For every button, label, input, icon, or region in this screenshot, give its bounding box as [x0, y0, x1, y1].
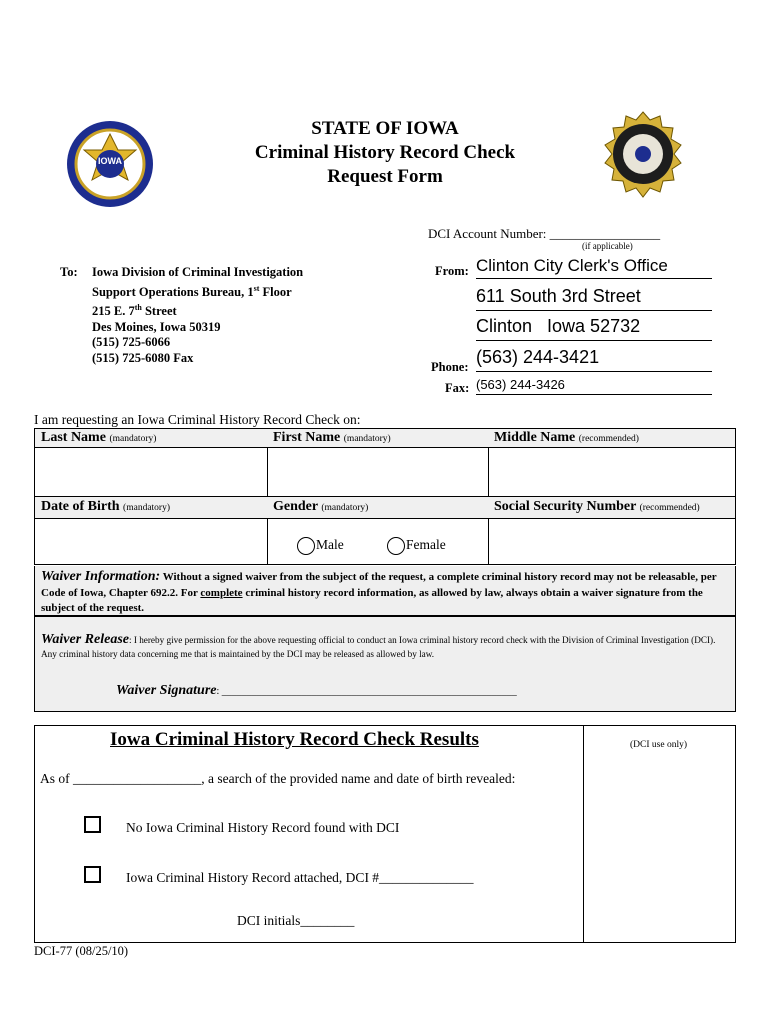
- from-line1-field[interactable]: Clinton City Clerk's Office: [476, 256, 712, 279]
- form-title-line1: Criminal History Record Check: [254, 142, 516, 163]
- first-name-field[interactable]: [268, 448, 488, 496]
- dci-use-only: (DCI use only): [630, 740, 687, 750]
- to-line1: Iowa Division of Criminal Investigation: [92, 265, 304, 279]
- waiver-release-box: Waiver Release: I hereby give permission for the above requesting official to conduct an Iowa criminal history record check with the Division of Criminal Investigation (DCI). Any criminal history data concerning me that is maintained by the DCI may be released as allowed by law.: [34, 616, 736, 712]
- gender-label: Gender (mandatory): [273, 499, 369, 514]
- to-line5: (515) 725-6066: [92, 335, 171, 350]
- from-line2-field[interactable]: 611 South 3rd Street: [476, 286, 712, 311]
- ssn-label: Social Security Number (recommended): [494, 499, 700, 514]
- male-radio[interactable]: [297, 537, 315, 555]
- dci-account-number[interactable]: DCI Account Number: _________________: [428, 226, 661, 241]
- no-record-checkbox[interactable]: [84, 816, 101, 833]
- first-name-label: First Name (mandatory): [273, 430, 391, 445]
- waiver-info-box: Waiver Information: Without a signed waiver from the subject of the request, a complete criminal history record may not be releasable, per Code of Iowa, Chapter 692.2. For complete criminal history record information, as allowed by law, always obtain a waiver signature from the subject of the request.: [34, 566, 736, 616]
- to-label: To:: [60, 265, 78, 279]
- female-radio[interactable]: [387, 537, 405, 555]
- record-attached-label: Iowa Criminal History Record attached, DCI #______________: [126, 870, 474, 885]
- phone-field[interactable]: (563) 244-3421: [476, 347, 712, 372]
- from-line3-field[interactable]: Clinton Iowa 52732: [476, 316, 712, 341]
- ssn-field[interactable]: [489, 519, 735, 565]
- to-line2: Support Operations Bureau, 1st Floor: [92, 283, 292, 299]
- no-record-label: No Iowa Criminal History Record found with DCI: [126, 820, 400, 835]
- dob-field[interactable]: [35, 519, 267, 565]
- phone-label: Phone:: [431, 360, 469, 374]
- fax-field[interactable]: (563) 244-3426: [476, 377, 712, 395]
- female-option[interactable]: Female: [387, 537, 446, 555]
- request-intro: I am requesting an Iowa Criminal History Record Check on:: [34, 412, 361, 427]
- waiver-signature[interactable]: Waiver Signature: ___________________________________________________________: [116, 683, 517, 698]
- results-as-of[interactable]: As of ___________________, a search of the provided name and date of birth revealed:: [40, 771, 516, 786]
- fax-label: Fax:: [445, 381, 470, 395]
- state-heading: STATE OF IOWA: [311, 118, 459, 139]
- to-line6: (515) 725-6080 Fax: [92, 350, 194, 365]
- waiver-release-title: Waiver Release: [41, 632, 129, 647]
- dci-initials[interactable]: DCI initials________: [237, 913, 355, 928]
- middle-name-label: Middle Name (recommended): [494, 430, 639, 445]
- to-address: [92, 265, 303, 366]
- subject-table: [34, 428, 736, 565]
- form-id: DCI-77 (08/25/10): [34, 944, 129, 958]
- form-title-line2: Request Form: [327, 166, 443, 187]
- record-attached-checkbox[interactable]: [84, 866, 101, 883]
- to-line4: Des Moines, Iowa 50319: [92, 319, 221, 334]
- middle-name-field[interactable]: [489, 448, 735, 496]
- account-note: (if applicable): [582, 241, 633, 251]
- last-name-label: Last Name (mandatory): [41, 430, 157, 445]
- dob-label: Date of Birth (mandatory): [41, 499, 170, 514]
- male-option[interactable]: Male: [297, 537, 344, 555]
- results-title: Iowa Criminal History Record Check Results: [110, 729, 479, 750]
- to-line3: 215 E. 7th Street: [92, 303, 177, 319]
- last-name-field[interactable]: [35, 448, 267, 496]
- seal-label: IOWA: [98, 156, 122, 166]
- from-label: From:: [435, 264, 469, 278]
- waiver-info-title: Waiver Information:: [41, 569, 161, 584]
